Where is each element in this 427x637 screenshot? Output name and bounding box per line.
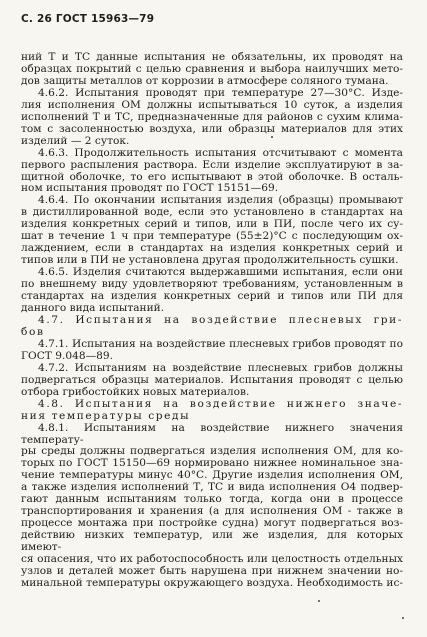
text-line: узлов и деталей может быть нарушена при нижнем значении но-	[21, 564, 403, 577]
text-line: стандартах на изделия конкретных серий и типов или ПИ для	[21, 290, 403, 303]
text-line: шат в течение 1 ч при температуре (55±2)°С с последующим ох-	[21, 230, 403, 243]
text-line: типов или в ПИ не установлена другая продолжительность сушки.	[21, 254, 399, 267]
text-line: ГОСТ 9.048—89.	[21, 349, 114, 362]
scan-speck	[318, 600, 320, 602]
text-line: лаждением, если в стандартах на изделия конкретных серий и	[21, 242, 403, 255]
text-line: первого распыления раствора. Если изделие эксплуатируют в за-	[21, 158, 403, 171]
text-line: чение температуры минус 40°С. Другие изделия исполнения ОМ,	[21, 469, 403, 482]
scan-speck	[271, 136, 273, 138]
text-line: ний Т и ТС данные испытания не обязательны, их проводят на	[21, 51, 403, 63]
text-line: 4.6.5. Изделия считаются выдержавшими испытания, если они	[38, 266, 403, 279]
text-line: гают данным испытаниям только тогда, когда они в процессе	[21, 493, 403, 506]
text-line: а также изделия исполнений Т, ТС и вида исполнения О4 подвер-	[21, 481, 403, 494]
text-line: 4.7.1. Испытания на воздействие плесневых грибов проводят по	[38, 337, 403, 350]
body-text	[21, 52, 403, 590]
text-line: 4.6.3. Продолжительность испытания отсчитывают с момента	[38, 146, 403, 159]
text-line: 4.7.2. Испытаниям на воздействие плесневых грибов должны	[38, 361, 403, 374]
text-line: минальной температуры окружающего воздуха. Необходимость ис-	[21, 576, 403, 589]
text-line: отбора грибостойких новых материалов.	[21, 385, 250, 398]
scan-speck	[402, 617, 404, 619]
text-line: подвергаться образцы материалов. Испытания проводят с целью	[21, 373, 403, 386]
text-line: бов	[21, 325, 45, 338]
text-line: щитной оболочке, то его испытывают в этой оболочке. В осталь-	[21, 170, 403, 183]
text-line: ния температуры среды	[21, 409, 191, 422]
text-line: образцах покрытий с целью сравнения и выбора наилучших мето-	[21, 62, 403, 75]
text-line: данного вида испытаний.	[21, 302, 165, 315]
text-line: транспортирования и хранения (а для исполнения ОМ - также в	[21, 505, 403, 518]
text-line: торых по ГОСТ 15150—69 нормировано нижнее номинальное зна-	[21, 457, 403, 470]
text-line: действию низких температур, или же изделия, для которых имеют-	[21, 529, 403, 554]
text-line: 4.6.4. По окончании испытания изделия (образцы) промывают	[38, 194, 403, 207]
text-line: 4.6.2. Испытания проводят при температуре 27—30°С. Изде-	[38, 86, 403, 99]
text-line: изделий — 2 суток.	[21, 134, 130, 147]
text-line: 4.8. Испытания на воздействие нижнего значе-	[38, 397, 403, 410]
text-line: в дистиллированной воде, если это установлено в стандартах на	[21, 206, 403, 219]
text-line: том с засоленностью воздуха, или образцы материалов для этих	[21, 122, 403, 135]
text-line: 4.8.1. Испытаниям на воздействие нижнего значения температу-	[21, 421, 403, 446]
text-line: ном испытания проводят по ГОСТ 15151—69.	[21, 182, 279, 195]
text-line: ры среды должны подвергаться изделия исполнения ОМ, для ко-	[21, 445, 403, 458]
text-line: 4.7. Испытания на воздействие плесневых гри-	[38, 313, 403, 326]
text-line: процессе монтажа при постройке судна) могут подвергаться воз-	[21, 517, 403, 530]
text-line: исполнений Т и ТС, предназначенные для районов с сухим клима-	[21, 110, 403, 123]
text-line: дов защиты металлов от коррозии в атмосфере соляного тумана.	[21, 74, 389, 87]
text-line: по внешнему виду удовлетворяют требованиям, установленным в	[21, 278, 403, 291]
text-line: ся опасения, что их работоспособность или целостность отдельных	[21, 553, 403, 566]
text-line: лия исполнения ОМ должны испытываться 10 суток, а изделия	[21, 98, 403, 111]
page-header: С. 26 ГОСТ 15963—79	[21, 13, 155, 25]
text-line: изделия конкретных серий и типов, или в ПИ, после чего их су-	[21, 218, 403, 231]
